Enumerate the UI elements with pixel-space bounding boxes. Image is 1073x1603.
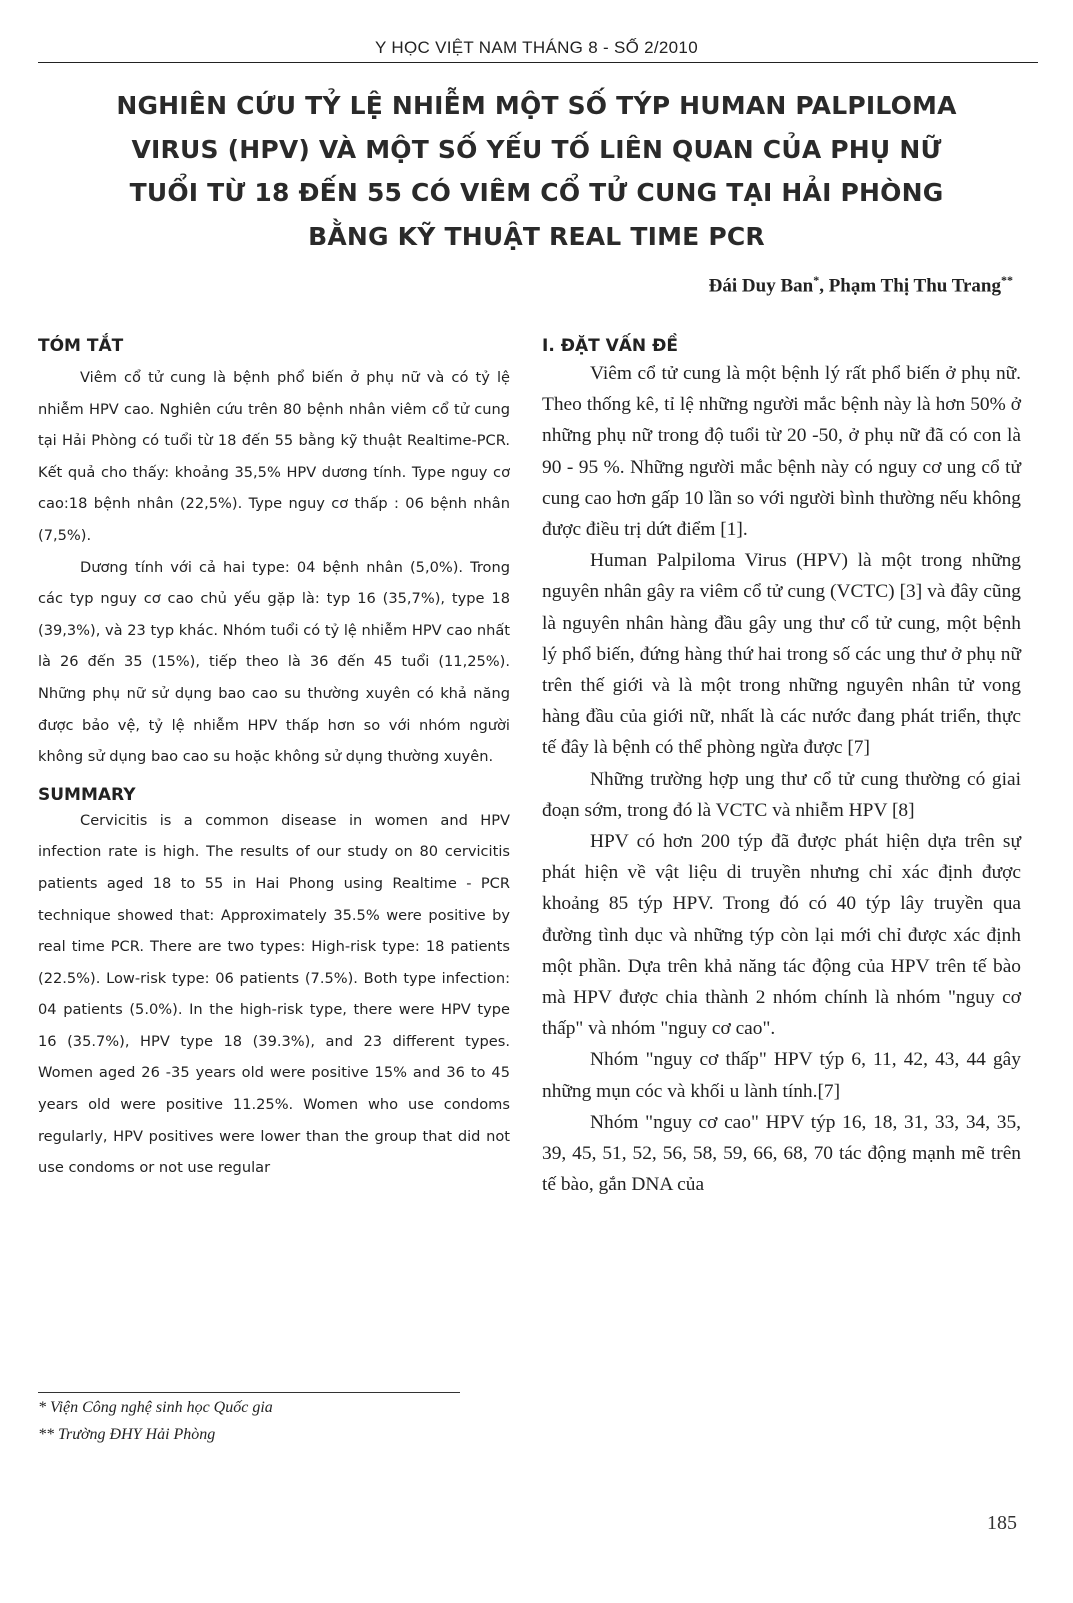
footnote: * Viện Công nghệ sinh học Quốc gia (38, 1399, 273, 1416)
header-rule (38, 62, 1038, 63)
abstract-paragraph: Dương tính với cả hai type: 04 bệnh nhân (5,0%). Trong các typ nguy cơ cao chủ yếu gặp là: typ 16 (35,7%), type 18 (39,3%), và 23 typ khác. Nhóm tuổi có tỷ lệ nhiễm HPV cao nhất là 26 đến 35 (15%), tiếp theo là 36 đến 45 tuổi (11,25%). Những phụ nữ sử dụng bao cao su thường xuyên có khả năng được bảo vệ, tỷ lệ nhiễm HPV thấp hơn so với nhóm người không sử dụng bao cao su hoặc không sử dụng thường xuyên. (38, 558, 510, 766)
introduction-paragraph: Viêm cổ tử cung là một bệnh lý rất phổ biến ở phụ nữ. Theo thống kê, tỉ lệ những người mắc bệnh này là hơn 50% ở những phụ nữ trong độ tuổi từ 20 -50, ở phụ nữ đã có con là 90 - 95 %. Những người mắc bệnh này có nguy cơ ung cổ tử cung cao hơn gấp 10 lần so với người bình thường nếu không được điều trị dứt điểm [1]. (542, 363, 1021, 541)
author-name: Phạm Thị Thu Trang (828, 275, 1001, 297)
footnotes (38, 1394, 273, 1448)
footnote-rule (38, 1392, 460, 1393)
affiliation-mark: * (813, 273, 820, 287)
affiliation-mark: ** (1001, 273, 1013, 287)
introduction-paragraph: Nhóm "nguy cơ cao" HPV týp 16, 18, 31, 33, 34, 35, 39, 45, 51, 52, 56, 58, 59, 66, 68, 70 tác động mạnh mẽ trên tế bào, gắn DNA của (542, 1111, 1021, 1196)
title-line: NGHIÊN CỨU TỶ LỆ NHIỄM MỘT SỐ TÝP HUMAN PALPILOMA (116, 91, 957, 120)
introduction-body (542, 358, 1021, 1200)
introduction-paragraph: Human Palpiloma Virus (HPV) là một trong những nguyên nhân gây ra viêm cổ tử cung (VCTC) [3] và đây cũng là nguyên nhân hàng đầu gây ung thư cổ tử cung, một bệnh lý phổ biến, đứng hàng thứ hai trong số các ung thư ở phụ nữ trên thế giới và là một trong những nguyên nhân tử vong hàng đầu của giới nữ, nhất là các nước đang phát triển, thực tế đây là bệnh có thể phòng ngừa được [7] (542, 550, 1021, 759)
introduction-paragraph: HPV có hơn 200 týp đã được phát hiện dựa trên sự phát hiện về vật liệu di truyền nhưng chỉ xác định được khoảng 85 týp HPV. Trong đó có 40 týp lây truyền qua đường tình dục và những týp còn lại mới chỉ được xác định một phần. Dựa trên khả năng tác động của HPV trên tế bào mà HPV được chia thành 2 nhóm chính là nhóm "nguy cơ thấp" và nhóm "nguy cơ cao". (542, 831, 1021, 1040)
journal-header: Y HỌC VIỆT NAM THÁNG 8 - SỐ 2/2010 (375, 38, 698, 57)
introduction-heading: I. ĐẶT VẤN ĐỀ (542, 336, 678, 356)
title-line: BẰNG KỸ THUẬT REAL TIME PCR (308, 221, 765, 251)
abstract-paragraph: Viêm cổ tử cung là bệnh phổ biến ở phụ nữ và có tỷ lệ nhiễm HPV cao. Nghiên cứu trên 80 bệnh nhân viêm cổ tử cung tại Hải Phòng có tuổi từ 18 đến 55 bằng kỹ thuật Realtime-PCR. Kết quả cho thấy: khoảng 35,5% HPV dương tính. Type nguy cơ cao:18 bệnh nhân (22,5%). Type nguy cơ thấp : 06 bệnh nhân (7,5%). (38, 369, 510, 544)
footnote: ** Trường ĐHY Hải Phòng (38, 1426, 216, 1443)
introduction-paragraph: Những trường hợp ung thư cổ tử cung thường có giai đoạn sớm, trong đó là VCTC và nhiễm HPV [8] (542, 768, 1021, 821)
abstract-heading: TÓM TẮT (38, 336, 124, 356)
left-column (38, 336, 510, 1184)
author-separator: , (819, 275, 829, 297)
summary-body (38, 805, 510, 1184)
right-column (542, 336, 1021, 1200)
title-line: VIRUS (HPV) VÀ MỘT SỐ YẾU TỐ LIÊN QUAN CỦA PHỤ NỮ (131, 134, 942, 164)
author-name: Đái Duy Ban (708, 275, 814, 297)
article-title (40, 84, 1033, 258)
summary-paragraph: Cervicitis is a common disease in women and HPV infection rate is high. The results of our study on 80 cervicitis patients aged 18 to 55 in Hai Phong using Realtime - PCR technique showed that: Approximately 35.5% were positive by real time PCR. There are two types: High-risk type: 18 patients (22.5%). Low-risk type: 06 patients (7.5%). Both type infection: 04 patients (5.0%). In the high-risk type, there were HPV type 16 (35.7%), HPV type 18 (39.3%), and 23 different types. Women aged 26 -35 years old were positive 15% and 36 to 45 years old were positive 11.25%. Women who use condoms regularly, HPV positives were lower than the group that did not use condoms or not use regular (38, 811, 510, 1177)
author-list (709, 273, 1013, 297)
page-number: 185 (987, 1512, 1017, 1534)
title-line: TUỔI TỪ 18 ĐẾN 55 CÓ VIÊM CỔ TỬ CUNG TẠI HẢI PHÒNG (129, 178, 944, 207)
abstract-body (38, 362, 510, 773)
summary-heading: SUMMARY (38, 784, 136, 805)
introduction-paragraph: Nhóm "nguy cơ thấp" HPV týp 6, 11, 42, 43, 44 gây những mụn cóc và khối u lành tính.[7] (542, 1049, 1021, 1102)
